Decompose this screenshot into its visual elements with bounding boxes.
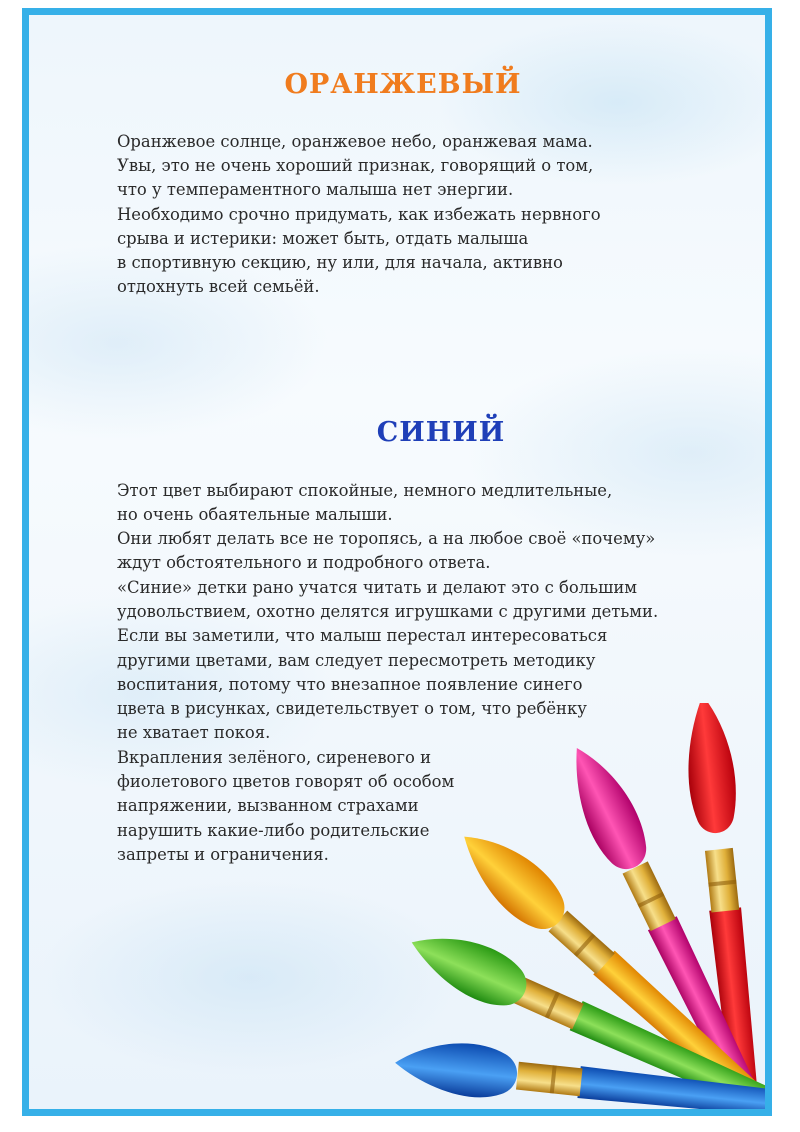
- paragraph-orange: [117, 130, 601, 299]
- text-line: напряжении, вызванном страхами: [117, 796, 419, 816]
- page-frame: [22, 8, 772, 1116]
- text-line: Этот цвет выбирают спокойные, немного медлительные,: [117, 481, 613, 500]
- text-line: отдохнуть всей семьёй.: [117, 277, 320, 297]
- text-line: другими цветами, вам следует пересмотреть методику: [117, 650, 596, 670]
- text-line: «Синие» детки рано учатся читать и делают это с большим: [117, 578, 637, 597]
- text-line: срыва и истерики: может быть, отдать малыша: [117, 228, 529, 248]
- text-line: что у темпераментного малыша нет энергии.: [117, 180, 514, 200]
- paintbrushes-icon: [390, 703, 772, 1116]
- text-line: Они любят делать все не торопясь, а на любое своё «почему»: [117, 529, 656, 548]
- text-line: но очень обаятельные малыши.: [117, 505, 393, 525]
- paragraph-blue-1: [117, 479, 612, 527]
- heading-orange: ОРАНЖЕВЫЙ: [284, 69, 522, 100]
- text-line: цвета в рисунках, свидетельствует о том, что ребёнку: [117, 699, 587, 719]
- text-line: удовольствием, охотно делятся игрушками с другими детьми.: [117, 602, 659, 622]
- text-line: нарушить какие-либо родительские: [117, 820, 430, 840]
- text-line: запреты и ограничения.: [117, 844, 329, 864]
- text-line: Увы, это не очень хороший признак, говорящий о том,: [117, 156, 594, 176]
- text-line: Необходимо срочно придумать, как избежать нервного: [117, 204, 601, 224]
- text-line: Вкрапления зелёного, сиреневого и: [117, 748, 432, 767]
- text-line: фиолетового цветов говорят об особом: [117, 772, 455, 792]
- text-line: воспитания, потому что внезапное появление синего: [117, 674, 583, 694]
- paragraph-blue-2: [117, 527, 655, 575]
- text-line: Если вы заметили, что малыш перестал интересоваться: [117, 626, 608, 646]
- heading-blue: СИНИЙ: [376, 417, 506, 448]
- text-line: Оранжевое солнце, оранжевое небо, оранжевая мама.: [117, 132, 593, 151]
- text-line: не хватает покоя.: [117, 723, 271, 743]
- text-line: ждут обстоятельного и подробного ответа.: [117, 553, 491, 573]
- text-line: в спортивную секцию, ну или, для начала, активно: [117, 253, 563, 273]
